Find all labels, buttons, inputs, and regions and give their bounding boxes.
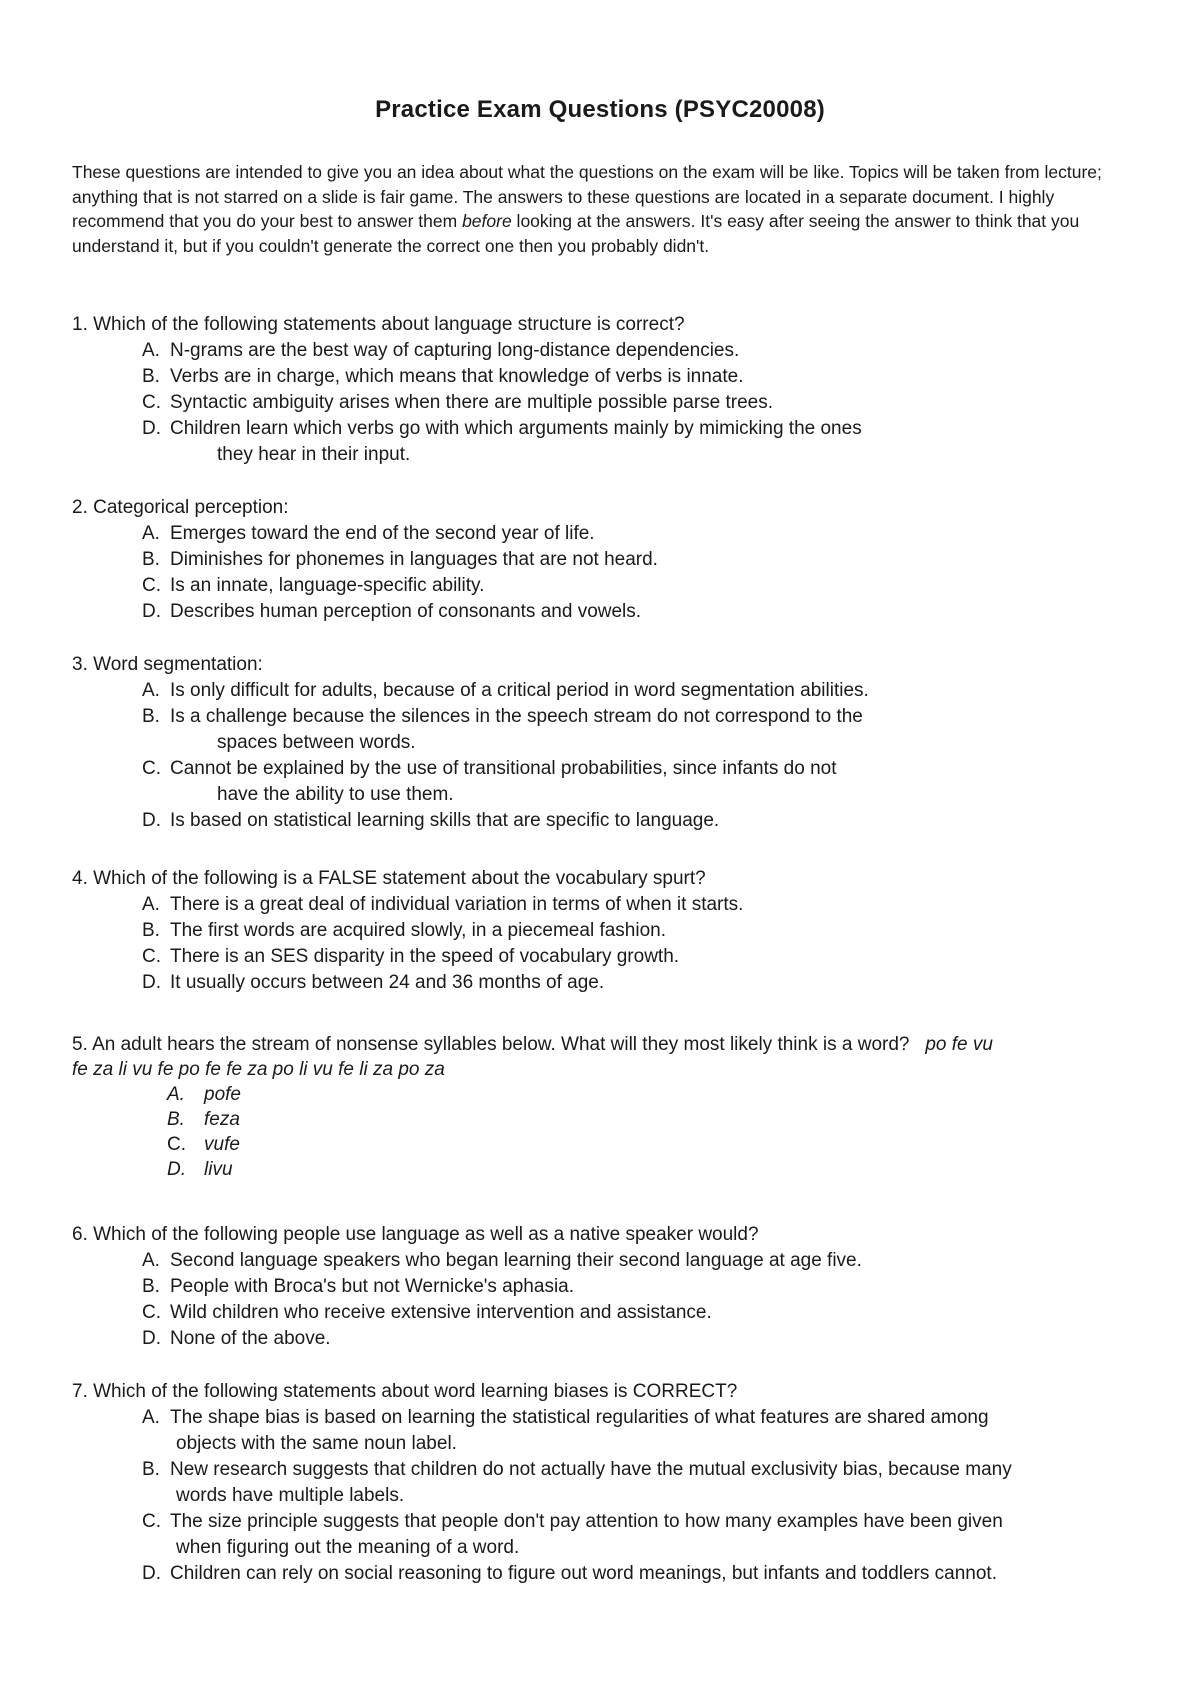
option-text: People with Broca's but not Wernicke's aphasia.	[170, 1276, 575, 1297]
option-a	[142, 892, 1152, 918]
option-text-continued: words have multiple labels.	[176, 1485, 405, 1506]
question-stem: 7. Which of the following statements about word learning biases is CORRECT?	[72, 1381, 738, 1402]
intro-text-1: These questions are intended to give you an idea about what the questions on the exam will be like. Topics will be taken from lecture; anything that is not starred on a slide is fair game. The answers to these questions are located in a separate document. I highly recommend that you do your best to answer them	[72, 162, 1102, 231]
intro-text-2: looking at the answers. It's easy after seeing the answer to think that you understand it, but if you couldn't generate the correct one then you probably didn't.	[72, 211, 1080, 256]
option-text: Children learn which verbs go with which arguments mainly by mimicking the ones	[170, 418, 862, 439]
option-a	[142, 1405, 1152, 1457]
option-b	[142, 1274, 1152, 1300]
option-c	[142, 1300, 1152, 1326]
option-letter: D.	[142, 1563, 161, 1584]
option-text: The size principle suggests that people don't pay attention to how many examples have been given	[170, 1511, 1003, 1532]
option-letter: A.	[142, 1250, 160, 1271]
option-text: Cannot be explained by the use of transitional probabilities, since infants do not	[170, 758, 837, 779]
option-letter: D.	[142, 810, 161, 831]
option-text-continued: they hear in their input.	[217, 444, 411, 465]
question-2	[72, 495, 1152, 625]
option-c	[142, 756, 1152, 808]
option-d	[167, 1157, 1152, 1182]
option-a	[142, 678, 1152, 704]
option-text-continued: objects with the same noun label.	[176, 1433, 457, 1454]
option-d	[142, 416, 1152, 468]
option-text: Syntactic ambiguity arises when there are multiple possible parse trees.	[170, 392, 774, 413]
option-text: Describes human perception of consonants and vowels.	[170, 601, 642, 622]
option-a	[142, 338, 1152, 364]
question-5	[72, 1032, 1152, 1182]
option-b	[142, 547, 1152, 573]
option-text-continued: when figuring out the meaning of a word.	[176, 1537, 520, 1558]
question-7	[72, 1379, 1152, 1587]
question-stem-text: 5. An adult hears the stream of nonsense syllables below. What will they most likely think is a word?	[72, 1034, 910, 1055]
question-stem: 6. Which of the following people use language as well as a native speaker would?	[72, 1224, 759, 1245]
option-a	[167, 1082, 1152, 1107]
intro-paragraph	[72, 160, 1132, 258]
option-d	[142, 970, 1152, 996]
option-text: None of the above.	[170, 1328, 331, 1349]
question-stem: 1. Which of the following statements about language structure is correct?	[72, 314, 685, 335]
option-letter: C.	[142, 946, 161, 967]
option-letter: B.	[142, 366, 160, 387]
option-letter: D.	[142, 601, 161, 622]
option-text-continued: have the ability to use them.	[217, 784, 454, 805]
option-letter: C.	[167, 1134, 186, 1155]
option-text: vufe	[204, 1134, 240, 1155]
question-stem: 3. Word segmentation:	[72, 654, 263, 675]
option-letter: B.	[142, 1459, 160, 1480]
option-a	[142, 521, 1152, 547]
option-text: New research suggests that children do not actually have the mutual exclusivity bias, because many	[170, 1459, 1012, 1480]
option-letter: D.	[142, 418, 161, 439]
option-letter: B.	[142, 1276, 160, 1297]
option-text: There is an SES disparity in the speed of vocabulary growth.	[170, 946, 680, 967]
option-letter: C.	[142, 758, 161, 779]
option-text: Is an innate, language-specific ability.	[170, 575, 485, 596]
option-letter: B.	[167, 1109, 185, 1130]
option-letter: A.	[142, 894, 160, 915]
option-letter: D.	[167, 1159, 186, 1180]
option-letter: B.	[142, 920, 160, 941]
question-stem: 2. Categorical perception:	[72, 497, 289, 518]
question-4	[72, 866, 1152, 996]
question-stem	[72, 1032, 1152, 1082]
option-text: Diminishes for phonemes in languages that are not heard.	[170, 549, 658, 570]
option-text: feza	[204, 1109, 240, 1130]
option-text: Is based on statistical learning skills that are specific to language.	[170, 810, 720, 831]
option-letter: D.	[142, 972, 161, 993]
option-letter: C.	[142, 1302, 161, 1323]
question-6	[72, 1222, 1152, 1352]
option-c	[142, 1509, 1152, 1561]
option-b	[142, 364, 1152, 390]
option-letter: A.	[142, 1407, 160, 1428]
syllable-stream-line-2: fe za li vu fe po fe fe za po li vu fe li za po za	[72, 1059, 445, 1080]
option-letter: B.	[142, 549, 160, 570]
syllable-stream-line-1: po fe vu	[925, 1034, 993, 1055]
option-letter: A.	[142, 340, 160, 361]
option-text: Is only difficult for adults, because of a critical period in word segmentation abilities.	[170, 680, 869, 701]
option-c	[142, 944, 1152, 970]
option-b	[142, 704, 1152, 756]
option-text: Children can rely on social reasoning to figure out word meanings, but infants and toddlers cannot.	[170, 1563, 997, 1584]
option-d	[142, 1326, 1152, 1352]
option-b	[167, 1107, 1152, 1132]
option-c	[142, 573, 1152, 599]
option-text: livu	[204, 1159, 233, 1180]
option-letter: A.	[167, 1084, 185, 1105]
option-b	[142, 1457, 1152, 1509]
option-c	[167, 1132, 1152, 1157]
option-text: pofe	[204, 1084, 241, 1105]
question-1	[72, 312, 1152, 468]
option-text: Second language speakers who began learning their second language at age five.	[170, 1250, 862, 1271]
question-3	[72, 652, 1152, 834]
option-text-continued: spaces between words.	[217, 732, 416, 753]
option-letter: D.	[142, 1328, 161, 1349]
question-stem: 4. Which of the following is a FALSE statement about the vocabulary spurt?	[72, 868, 706, 889]
option-c	[142, 390, 1152, 416]
intro-emphasis: before	[462, 211, 512, 231]
option-d	[142, 1561, 1152, 1587]
page-title: Practice Exam Questions (PSYC20008)	[375, 96, 825, 123]
option-text: The first words are acquired slowly, in a piecemeal fashion.	[170, 920, 666, 941]
option-d	[142, 599, 1152, 625]
option-text: Is a challenge because the silences in the speech stream do not correspond to the	[170, 706, 863, 727]
option-text: There is a great deal of individual variation in terms of when it starts.	[170, 894, 744, 915]
option-letter: A.	[142, 523, 160, 544]
option-text: N-grams are the best way of capturing long-distance dependencies.	[170, 340, 740, 361]
option-text: The shape bias is based on learning the statistical regularities of what features are shared among	[170, 1407, 989, 1428]
option-b	[142, 918, 1152, 944]
option-a	[142, 1248, 1152, 1274]
option-text: Wild children who receive extensive intervention and assistance.	[170, 1302, 712, 1323]
option-text: Emerges toward the end of the second year of life.	[170, 523, 595, 544]
option-letter: C.	[142, 1511, 161, 1532]
option-letter: A.	[142, 680, 160, 701]
option-letter: C.	[142, 392, 161, 413]
option-d	[142, 808, 1152, 834]
option-text: Verbs are in charge, which means that knowledge of verbs is innate.	[170, 366, 744, 387]
option-text: It usually occurs between 24 and 36 months of age.	[170, 972, 605, 993]
option-letter: C.	[142, 575, 161, 596]
option-letter: B.	[142, 706, 160, 727]
